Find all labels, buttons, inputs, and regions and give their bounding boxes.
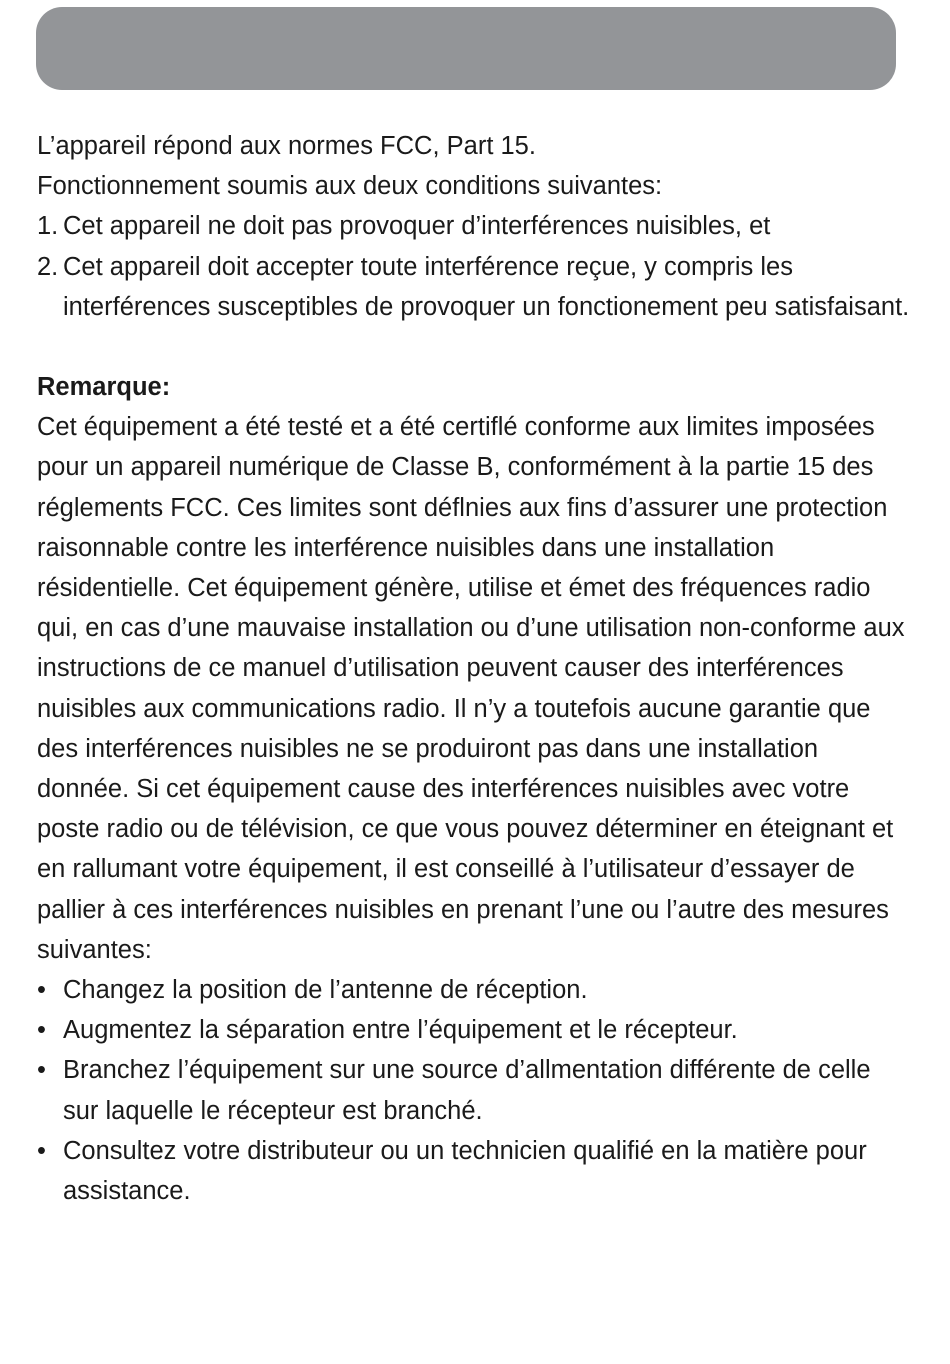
remark-paragraph: Cet équipement a été testé et a été certiflé conforme aux limites imposées pour un appareil numérique de Classe B, conformément à la partie 15 des réglements FCC. Ces limites sont déflnies aux fins d’assurer une protection raisonnable contre les interférence nuisibles dans une installation résidentielle. Cet équipement génère, utilise et émet des fréquences radio qui, en cas d’une mauvaise installation ou d’une utilisation non-conforme aux instructions de ce manuel d’utilisation peuvent causer des interférences nuisibles aux communications radio. Il n’y a toutefois aucune garantie que des interférences nuisibles ne se produiront pas dans une installation donnée. Si cet équipement cause des interférences nuisibles avec votre poste radio ou de télévision, ce que vous pouvez déterminer en éteignant et en rallumant votre équipement, il est conseillé à l’utilisateur d’essayer de pallier à ces interférences nuisibles en prenant l’une ou l’autre des mesures suivantes: [37,413,905,964]
bullet-icon: • [37,976,46,1005]
condition-text: Cet appareil ne doit pas provoquer d’interférences nuisibles, et [63,212,771,241]
measure-text: Changez la position de l’antenne de réception. [63,976,588,1005]
measure-text: Consultez votre distributeur ou un technicien qualifié en la matière pour assistance. [63,1136,867,1206]
measures-list [37,970,912,1211]
conditions-list [37,206,912,327]
list-item [37,206,912,246]
intro-line-conditions: Fonctionnement soumis aux deux conditions suivantes: [37,172,663,201]
intro-line-compliance: L’appareil répond aux normes FCC, Part 15. [37,132,536,160]
bullet-icon: • [37,1016,46,1045]
bullet-icon: • [37,1136,46,1165]
list-item [37,247,912,327]
list-item [37,1010,912,1050]
list-number: 1. [37,212,59,241]
list-item [37,1131,912,1211]
measure-text: Augmentez la séparation entre l’équipement et le récepteur. [63,1016,738,1045]
list-item [37,1050,912,1130]
header-bar [36,7,896,90]
list-number: 2. [37,252,59,281]
document-body [37,126,912,1211]
remark-heading: Remarque: [37,373,171,402]
bullet-icon: • [37,1056,46,1085]
condition-text: Cet appareil doit accepter toute interférence reçue, y compris les interférences susceptibles de provoquer un fonctionement peu satisfaisant. [63,252,910,321]
measure-text: Branchez l’équipement sur une source d’allmentation différente de celle sur laquelle le récepteur est branché. [63,1056,871,1125]
list-item [37,970,912,1010]
section-spacer [37,327,912,367]
